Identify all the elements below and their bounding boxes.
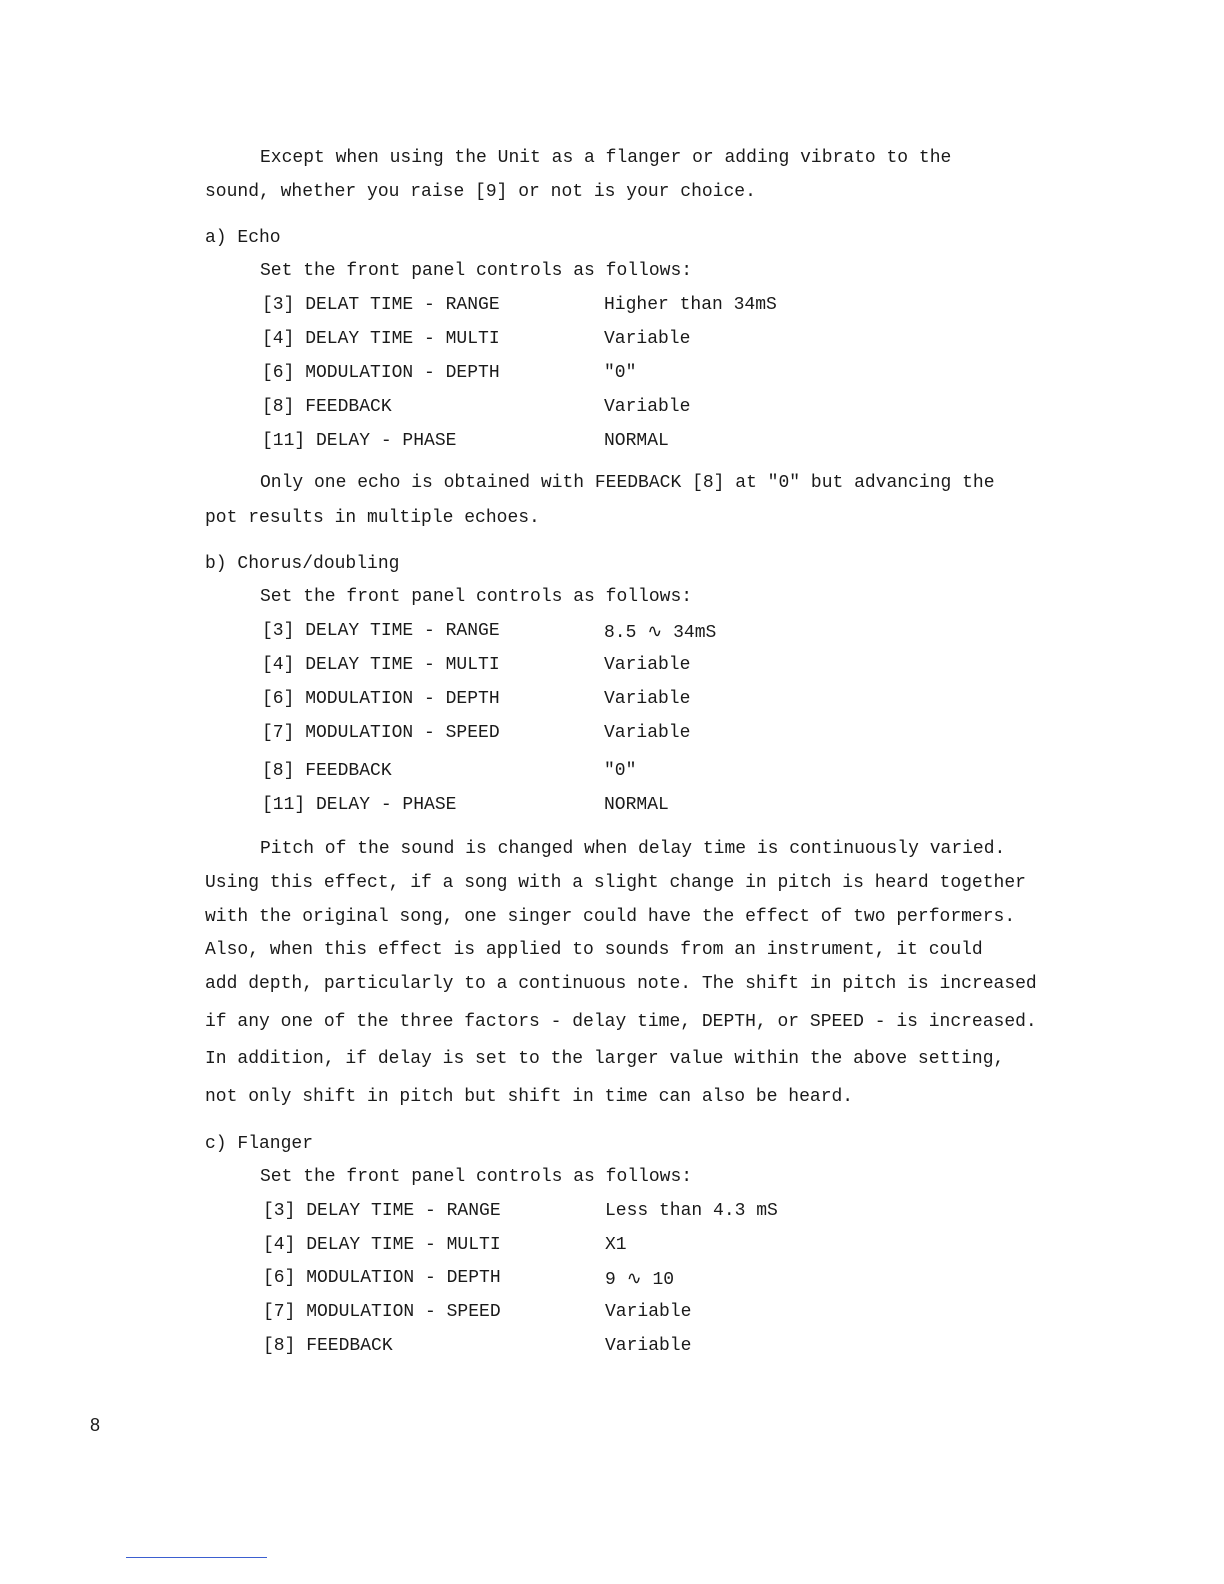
- page-number: 8: [90, 1415, 101, 1435]
- chorus-paragraph-line: Also, when this effect is applied to sounds from an instrument, it could: [205, 940, 983, 960]
- echo-control-row: [262, 295, 1062, 319]
- control-value: Variable: [604, 723, 691, 743]
- chorus-control-row: [262, 621, 1062, 645]
- chorus-paragraph-line: Using this effect, if a song with a slight change in pitch is heard together: [205, 873, 1026, 893]
- control-value: Variable: [604, 397, 691, 417]
- control-name: [7] MODULATION - SPEED: [263, 1302, 501, 1322]
- control-value: "0": [604, 761, 637, 781]
- control-name: [11] DELAY - PHASE: [262, 795, 457, 815]
- flanger-control-row: [263, 1201, 1063, 1225]
- echo-control-row: [262, 431, 1062, 455]
- control-value: Variable: [604, 689, 691, 709]
- flanger-set-line: Set the front panel controls as follows:: [260, 1167, 693, 1187]
- control-value: Less than 4.3 mS: [605, 1201, 778, 1221]
- echo-control-row: [262, 329, 1062, 353]
- control-name: [4] DELAY TIME - MULTI: [263, 1235, 501, 1255]
- chorus-paragraph-line: not only shift in pitch but shift in time can also be heard.: [205, 1087, 854, 1107]
- echo-note-line-2: pot results in multiple echoes.: [205, 508, 540, 528]
- echo-note-line-1: Only one echo is obtained with FEEDBACK [8] at "0" but advancing the: [260, 473, 995, 493]
- control-name: [6] MODULATION - DEPTH: [262, 363, 500, 383]
- control-value: Variable: [604, 655, 691, 675]
- flanger-control-row: [263, 1336, 1063, 1360]
- chorus-control-row: [262, 761, 1062, 785]
- control-name: [3] DELAT TIME - RANGE: [262, 295, 500, 315]
- echo-control-row: [262, 397, 1062, 421]
- control-name: [8] FEEDBACK: [263, 1336, 393, 1356]
- control-value: X1: [605, 1235, 627, 1255]
- control-value: Variable: [605, 1336, 692, 1356]
- chorus-paragraph-line: if any one of the three factors - delay time, DEPTH, or SPEED - is increased.: [205, 1012, 1037, 1032]
- control-name: [3] DELAY TIME - RANGE: [262, 621, 500, 641]
- control-name: [7] MODULATION - SPEED: [262, 723, 500, 743]
- control-name: [6] MODULATION - DEPTH: [262, 689, 500, 709]
- chorus-control-row: [262, 655, 1062, 679]
- echo-control-row: [262, 363, 1062, 387]
- flanger-control-row: [263, 1268, 1063, 1292]
- control-value: NORMAL: [604, 795, 669, 815]
- chorus-paragraph-line: In addition, if delay is set to the larger value within the above setting,: [205, 1049, 1005, 1069]
- control-name: [3] DELAY TIME - RANGE: [263, 1201, 501, 1221]
- flanger-control-row: [263, 1302, 1063, 1326]
- flanger-control-row: [263, 1235, 1063, 1259]
- chorus-control-row: [262, 795, 1062, 819]
- control-name: [11] DELAY - PHASE: [262, 431, 457, 451]
- chorus-paragraph-line: with the original song, one singer could have the effect of two performers.: [205, 907, 1016, 927]
- intro-line-2: sound, whether you raise [9] or not is your choice.: [205, 182, 756, 202]
- flanger-heading: c) Flanger: [205, 1134, 314, 1154]
- control-name: [8] FEEDBACK: [262, 761, 392, 781]
- control-value: Variable: [605, 1302, 692, 1322]
- chorus-paragraph-line: add depth, particularly to a continuous note. The shift in pitch is increased: [205, 974, 1037, 994]
- control-value: Higher than 34mS: [604, 295, 777, 315]
- footer-divider: [126, 1557, 267, 1558]
- control-name: [6] MODULATION - DEPTH: [263, 1268, 501, 1288]
- chorus-control-row: [262, 723, 1062, 747]
- control-name: [8] FEEDBACK: [262, 397, 392, 417]
- intro-line-1: Except when using the Unit as a flanger or adding vibrato to the: [260, 148, 952, 168]
- control-value: 8.5 ∿ 34mS: [604, 623, 717, 643]
- chorus-heading: b) Chorus/doubling: [205, 554, 400, 574]
- control-value: NORMAL: [604, 431, 669, 451]
- control-value: 9 ∿ 10: [605, 1270, 675, 1290]
- control-name: [4] DELAY TIME - MULTI: [262, 329, 500, 349]
- echo-set-line: Set the front panel controls as follows:: [260, 261, 693, 281]
- control-name: [4] DELAY TIME - MULTI: [262, 655, 500, 675]
- control-value: Variable: [604, 329, 691, 349]
- chorus-control-row: [262, 689, 1062, 713]
- control-value: "0": [604, 363, 637, 383]
- echo-heading: a) Echo: [205, 228, 281, 248]
- chorus-paragraph-line: Pitch of the sound is changed when delay time is continuously varied.: [260, 839, 1006, 859]
- chorus-set-line: Set the front panel controls as follows:: [260, 587, 693, 607]
